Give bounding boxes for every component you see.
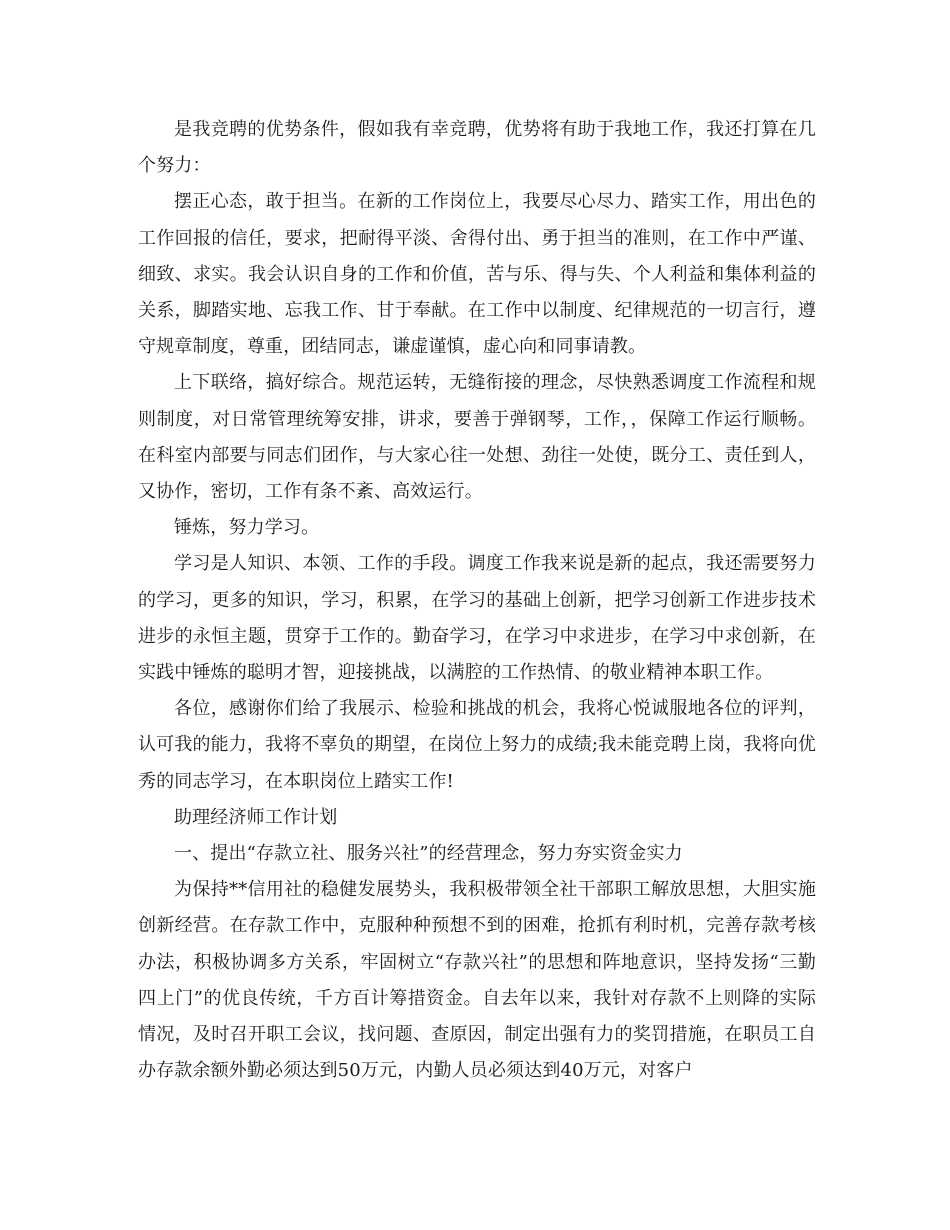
paragraph-2: 摆正心态，敢于担当。在新的工作岗位上，我要尽心尽力、踏实工作，用出色的工作回报的信任，要求，把耐得平淡、舍得付出、勇于担当的准则，在工作中严谨、细致、求实。我会认识自身的工作和价值，苦与乐、得与失、个人利益和集体利益的关系，脚踏实地、忘我工作、甘于奉献。在工作中以制度、纪律规范的一切言行，遵守规章制度，尊重，团结同志，谦虚谨慎，虚心向和同事请教。 — [138, 191, 816, 358]
paragraph-5: 学习是人知识、本领、工作的手段。调度工作我来说是新的起点，我还需要努力的学习，更多的知识，学习，积累，在学习的基础上创新，把学习创新工作进步技术进步的永恒主题，贯穿于工作的。勤奋学习，在学习中求进步，在学习中求创新，在实践中锤炼的聪明才智，迎接挑战，以满腔的工作热情、的敬业精神本职工作。 — [138, 553, 816, 684]
section-title: 助理经济师工作计划 — [174, 806, 338, 828]
paragraph-4-heading: 锤炼，努力学习。 — [174, 517, 320, 539]
paragraph-9: 为保持**信用社的稳健发展势头，我积极带领全社干部职工解放思想，大胆实施创新经营。在存款工作中，克服种种预想不到的困难，抢抓有利时机，完善存款考核办法，积极协调多方关系，牢固树立“存款兴社”的思想和阵地意识，坚持发扬“三勤四上门”的优良传统，千方百计筹措资金。自去年以来，我针对存款不上则降的实际情况，及时召开职工会议，找问题、查原因，制定出强有力的奖罚措施，在职员工自办存款余额外勤必须达到50万元，内勤人员必须达到40万元，对客户 — [138, 879, 816, 1082]
paragraph-1: 是我竞聘的优势条件，假如我有幸竞聘，优势将有助于我地工作，我还打算在几个努力： — [138, 119, 816, 177]
section-heading-1: 一、提出“存款立社、服务兴社”的经营理念，努力夯实资金实力 — [174, 843, 683, 865]
document-body — [138, 112, 816, 1089]
paragraph-6: 各位，感谢你们给了我展示、检验和挑战的机会，我将心悦诚服地各位的评判，认可我的能力，我将不辜负的期望，在岗位上努力的成绩;我未能竞聘上岗，我将向优秀的同志学习，在本职岗位上踏实工作! — [138, 698, 816, 792]
paragraph-3: 上下联络，搞好综合。规范运转，无缝衔接的理念，尽快熟悉调度工作流程和规则制度，对日常管理统筹安排，讲求，要善于弹钢琴，工作，，保障工作运行顺畅。在科室内部要与同志们团作，与大家心往一处想、劲往一处使，既分工、责任到人，又协作，密切，工作有条不紊、高效运行。 — [138, 372, 816, 503]
